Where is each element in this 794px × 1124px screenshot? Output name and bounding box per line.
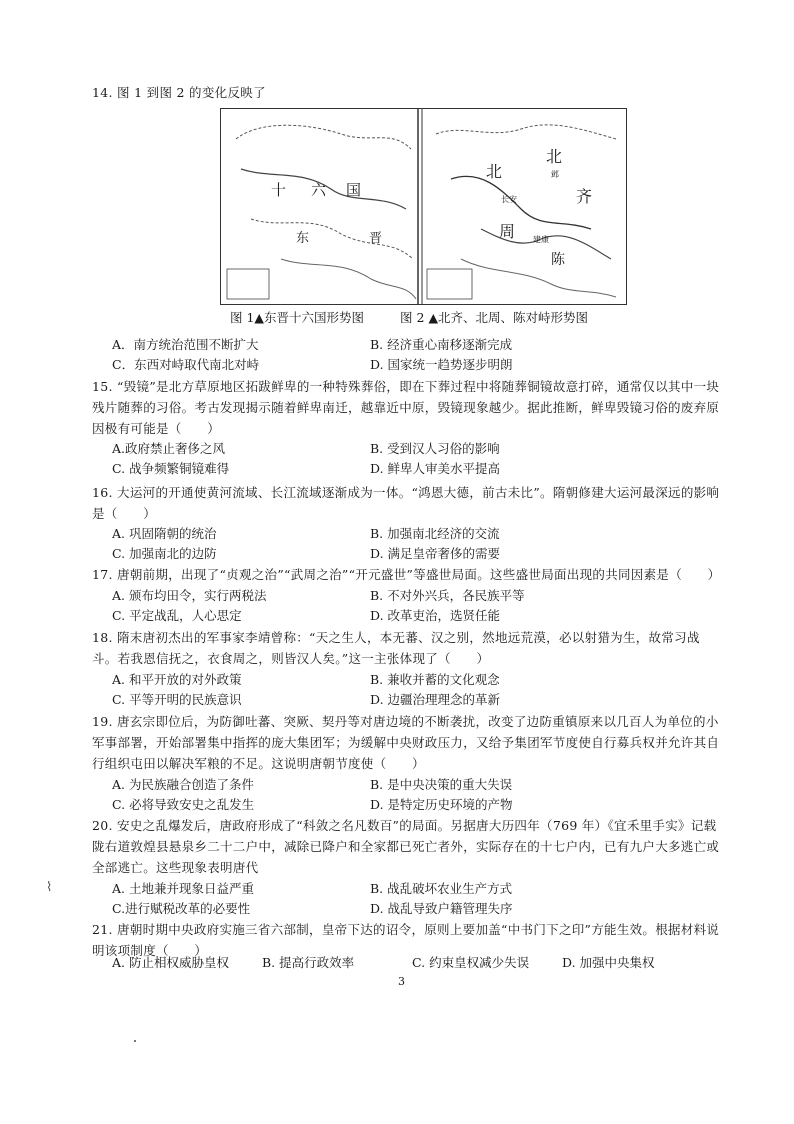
map1-label-guo: 国	[346, 181, 362, 199]
q21-stem: 21. 唐朝时期中央政府实施三省六部制，皇帝下达的诏令，原则上要加盖“中书门下之印”方能生效。根据材料说明该项制度（ ）	[92, 922, 720, 958]
q16-options	[112, 524, 712, 564]
q16-option-d[interactable]: D. 满足皇帝奢侈的需要	[370, 546, 501, 561]
q19-stem: 19. 唐玄宗即位后，为防御吐蕃、突厥、契丹等对唐边境的不断袭扰，改变了边防重镇原来以几百人为单位的小军事部署，开始部署集中指挥的庞大集团军；为缓解中央财政压力，又给予集团军节度使自行募兵权并允许其自行组织屯田以解决军粮的不足。这说明唐朝节度使（ ）	[92, 714, 720, 771]
map2-city-changan: 长安	[501, 195, 517, 204]
q20-option-c[interactable]: C.进行赋税改革的必要性	[112, 901, 251, 916]
q19-option-d[interactable]: D. 是特定历史环境的产物	[370, 797, 513, 812]
q16-option-b[interactable]: B. 加强南北经济的交流	[370, 526, 500, 541]
q21-option-b[interactable]: B. 提高行政效率	[262, 955, 355, 970]
figure2-caption: 图 2 ▲北齐、北周、陈对峙形势图	[400, 310, 589, 325]
q18-options	[112, 670, 712, 710]
q19-option-a[interactable]: A. 为民族融合创造了条件	[112, 777, 254, 792]
map2-city-jiankang: 建康	[533, 235, 549, 244]
q18-stem: 18. 隋末唐初杰出的军事家李靖曾称：“天之生人，本无蕃、汉之别，然地远荒漠，必以射猎为生，故常习战斗。若我恩信抚之，衣食周之，则皆汉人矣。”这一主张体现了（ ）	[92, 630, 700, 666]
q17-option-d[interactable]: D. 改革吏治，选贤任能	[370, 608, 501, 623]
q14-option-d[interactable]: D. 国家统一趋势逐步明朗	[370, 357, 513, 372]
map-drawing	[221, 109, 626, 304]
q18-option-c[interactable]: C. 平等开明的民族意识	[112, 692, 242, 707]
q18-option-d[interactable]: D. 边疆治理理念的革新	[370, 692, 501, 707]
map1-label-liu: 六	[311, 181, 327, 199]
q20-option-a[interactable]: A. 土地兼并现象日益严重	[112, 881, 254, 896]
map1-label-shi: 十	[271, 181, 287, 199]
q15-option-a[interactable]: A.政府禁止奢侈之风	[112, 441, 226, 456]
figure1-caption: 图 1▲东晋十六国形势图	[230, 310, 365, 325]
margin-mark: ⌇	[46, 880, 53, 895]
q14-figure-captions	[230, 308, 630, 326]
q21-option-d[interactable]: D. 加强中央集权	[562, 955, 655, 970]
page-number: 3	[398, 975, 405, 988]
map1-label-jin: 晋	[369, 231, 383, 246]
q20-option-b[interactable]: B. 战乱破坏农业生产方式	[370, 881, 513, 896]
q14-options	[112, 335, 712, 375]
q21-options	[112, 953, 712, 973]
map2-label-bei2: 北	[546, 147, 563, 166]
q16-stem: 16. 大运河的开通使黄河流域、长江流域逐渐成为一体。“鸿恩大德，前古未比”。隋朝修建大运河最深远的影响是（ ）	[92, 485, 720, 521]
q20-options	[112, 879, 712, 919]
q14-map-figure	[220, 108, 627, 305]
q19-options	[112, 775, 712, 815]
scan-speck	[134, 1040, 136, 1042]
q20-stem: 20. 安史之乱爆发后，唐政府形成了“科敛之名凡数百”的局面。另据唐大历四年（769 年）《宜禾里手实》记载陇右道敦煌县悬泉乡二十二户中，减除已降户和全家都已死亡者外，实际存在的十七户内，已有九户大多逃亡或全部逃亡。这些现象表明唐代	[92, 818, 720, 875]
q17-option-c[interactable]: C. 平定战乱，人心思定	[112, 608, 242, 623]
q14-option-c[interactable]: C．东西对峙取代南北对峙	[112, 357, 260, 372]
q16-option-a[interactable]: A. 巩固隋朝的统治	[112, 526, 217, 541]
map2-label-qi: 齐	[576, 187, 593, 206]
q17-options	[112, 586, 712, 626]
map2-label-zhou: 周	[499, 222, 516, 241]
q14-option-b[interactable]: B. 经济重心南移逐渐完成	[370, 337, 513, 352]
q17-option-a[interactable]: A. 颁布均田令，实行两税法	[112, 588, 267, 603]
q21-option-c[interactable]: C. 约束皇权减少失误	[412, 955, 530, 970]
q15-stem: 15. “毁镜”是北方草原地区拓跋鲜卑的一种特殊葬俗，即在下葬过程中将随葬铜镜故意打碎，通常仅以其中一块残片随葬的习俗。考古发现揭示随着鲜卑南迁，越靠近中原，毁镜现象越少。据此推断，鲜卑毁镜习俗的废弃原因极有可能是（ ）	[92, 379, 720, 436]
map2-city-ye: 邺	[551, 170, 559, 179]
q20-option-d[interactable]: D. 战乱导致户籍管理失序	[370, 901, 513, 916]
q17-option-b[interactable]: B. 不对外兴兵，各民族平等	[370, 588, 525, 603]
q15-options	[112, 439, 712, 479]
q15-option-d[interactable]: D. 鲜卑人审美水平提高	[370, 461, 501, 476]
q21-option-a[interactable]: A. 防止相权威胁皇权	[112, 955, 229, 970]
q15-option-b[interactable]: B. 受到汉人习俗的影响	[370, 441, 500, 456]
q14-option-a[interactable]: A．南方统治范围不断扩大	[112, 337, 259, 352]
map2-label-chen: 陈	[551, 252, 565, 268]
map2-label-bei1: 北	[486, 162, 503, 181]
map1-label-dong: 东	[296, 231, 310, 246]
q15-option-c[interactable]: C. 战争频繁铜镜难得	[112, 461, 230, 476]
q19-option-b[interactable]: B. 是中央决策的重大失误	[370, 777, 513, 792]
q17-stem: 17. 唐朝前期，出现了“贞观之治”“武周之治”“开元盛世”等盛世局面。这些盛世局面出现的共同因素是（ ）	[92, 567, 721, 582]
q18-option-b[interactable]: B. 兼收并蓄的文化观念	[370, 672, 500, 687]
q18-option-a[interactable]: A. 和平开放的对外政策	[112, 672, 242, 687]
q16-option-c[interactable]: C. 加强南北的边防	[112, 546, 217, 561]
q14-stem: 14. 图 1 到图 2 的变化反映了	[92, 85, 266, 100]
q19-option-c[interactable]: C. 必将导致安史之乱发生	[112, 797, 255, 812]
